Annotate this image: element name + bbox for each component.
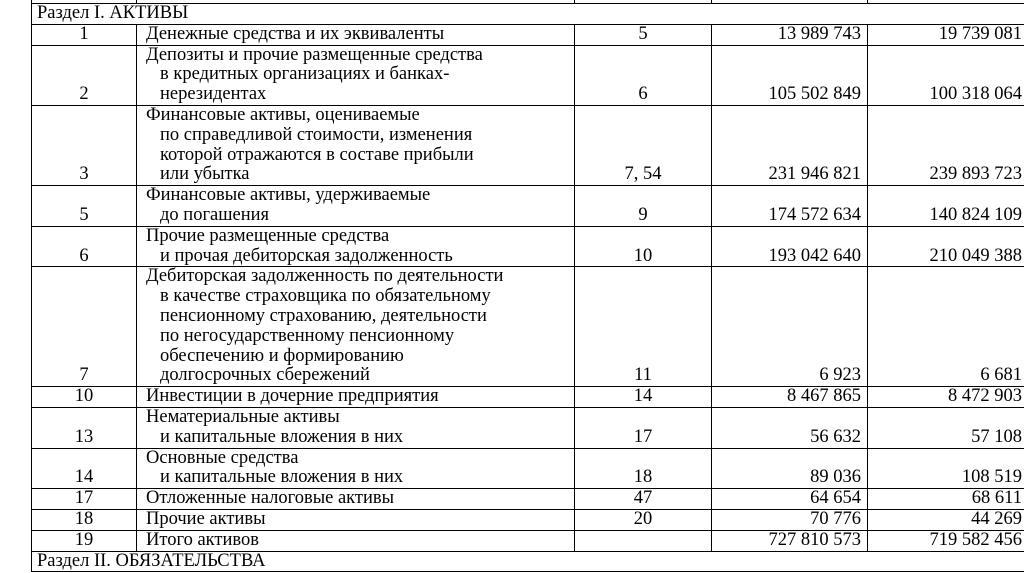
row-note: 7, 54 [575,105,712,185]
row-number: 13 [32,407,137,448]
row-current-period: 174 572 634 [712,186,868,227]
row-current-period: 89 036 [712,448,868,489]
section-header-row [32,4,1024,25]
row-prior-period: 239 893 723 [868,105,1024,185]
row-prior-period: 108 519 [868,448,1024,489]
description-line: долгосрочных сбережений [146,366,574,386]
row-number: 6 [32,226,137,267]
row-prior-period: 19 739 081 [868,24,1024,45]
description-line: Отложенные налоговые активы [146,489,574,509]
row-note: 5 [575,24,712,45]
table-row [32,267,1024,387]
row-number: 10 [32,387,137,408]
row-current-period: 64 654 [712,489,868,510]
description-line: которой отражаются в составе прибыли [146,146,574,166]
row-current-period: 231 946 821 [712,105,868,185]
table-row [32,226,1024,267]
description-line: пенсионному страхованию, деятельности [146,307,574,327]
row-note: 20 [575,509,712,530]
description-line: Прочие активы [146,510,574,530]
row-note: 9 [575,186,712,227]
description-line: Прочие размещенные средства [146,227,574,247]
row-prior-period: 44 269 [868,509,1024,530]
description-line: и капитальные вложения в них [146,468,574,488]
row-description [137,530,575,551]
table-row [32,105,1024,185]
table-row [32,509,1024,530]
description-line: Основные средства [146,449,574,469]
table-row [32,407,1024,448]
row-current-period: 105 502 849 [712,45,868,105]
table-row [32,530,1024,551]
row-note: 47 [575,489,712,510]
row-number: 7 [32,267,137,387]
assets-table [31,0,1024,572]
description-line: Итого активов [146,531,574,551]
row-description [137,105,575,185]
row-description [137,407,575,448]
row-description [137,267,575,387]
description-line: и капитальные вложения в них [146,428,574,448]
table-row [32,186,1024,227]
description-line: нерезидентах [146,85,574,105]
table-row [32,448,1024,489]
description-line: в качестве страховщика по обязательному [146,287,574,307]
row-number: 17 [32,489,137,510]
row-current-period: 193 042 640 [712,226,868,267]
row-number: 1 [32,24,137,45]
row-number: 14 [32,448,137,489]
row-number: 5 [32,186,137,227]
row-note: 14 [575,387,712,408]
row-description [137,186,575,227]
description-line: в кредитных организациях и банках- [146,65,574,85]
description-line: по справедливой стоимости, изменения [146,126,574,146]
description-line: Финансовые активы, удерживаемые [146,186,574,206]
row-number: 2 [32,45,137,105]
row-number: 3 [32,105,137,185]
description-line: Денежные средства и их эквиваленты [146,25,574,45]
row-note: 6 [575,45,712,105]
next-section-title: Раздел II. ОБЯЗАТЕЛЬСТВА [32,551,1024,572]
row-note: 10 [575,226,712,267]
row-description [137,387,575,408]
table-row [32,24,1024,45]
row-note: 18 [575,448,712,489]
row-current-period: 70 776 [712,509,868,530]
description-line: Депозиты и прочие размещенные средства [146,46,574,66]
row-prior-period: 6 681 [868,267,1024,387]
description-line: по негосударственному пенсионному [146,327,574,347]
row-current-period: 8 467 865 [712,387,868,408]
description-line: или убытка [146,165,574,185]
description-line: обеспечению и формированию [146,347,574,367]
table-row [32,489,1024,510]
row-current-period: 727 810 573 [712,530,868,551]
table-row [32,45,1024,105]
row-description [137,448,575,489]
row-note: 17 [575,407,712,448]
row-description [137,509,575,530]
description-line: Нематериальные активы [146,408,574,428]
row-prior-period: 57 108 [868,407,1024,448]
section-title: Раздел I. АКТИВЫ [32,4,1024,25]
description-line: Инвестиции в дочерние предприятия [146,387,574,407]
row-prior-period: 100 318 064 [868,45,1024,105]
table-row [32,387,1024,408]
row-current-period: 13 989 743 [712,24,868,45]
row-description [137,226,575,267]
section-header-row [32,551,1024,572]
description-line: Дебиторская задолженность по деятельности [146,267,574,287]
description-line: до погашения [146,206,574,226]
row-prior-period: 210 049 388 [868,226,1024,267]
row-prior-period: 68 611 [868,489,1024,510]
row-note: 11 [575,267,712,387]
row-description [137,45,575,105]
row-current-period: 6 923 [712,267,868,387]
row-prior-period: 719 582 456 [868,530,1024,551]
row-number: 18 [32,509,137,530]
row-description [137,24,575,45]
row-prior-period: 140 824 109 [868,186,1024,227]
row-current-period: 56 632 [712,407,868,448]
description-line: и прочая дебиторская задолженность [146,247,574,267]
row-description [137,489,575,510]
balance-sheet [31,0,1024,573]
row-prior-period: 8 472 903 [868,387,1024,408]
description-line: Финансовые активы, оцениваемые [146,106,574,126]
row-note [575,530,712,551]
row-number: 19 [32,530,137,551]
